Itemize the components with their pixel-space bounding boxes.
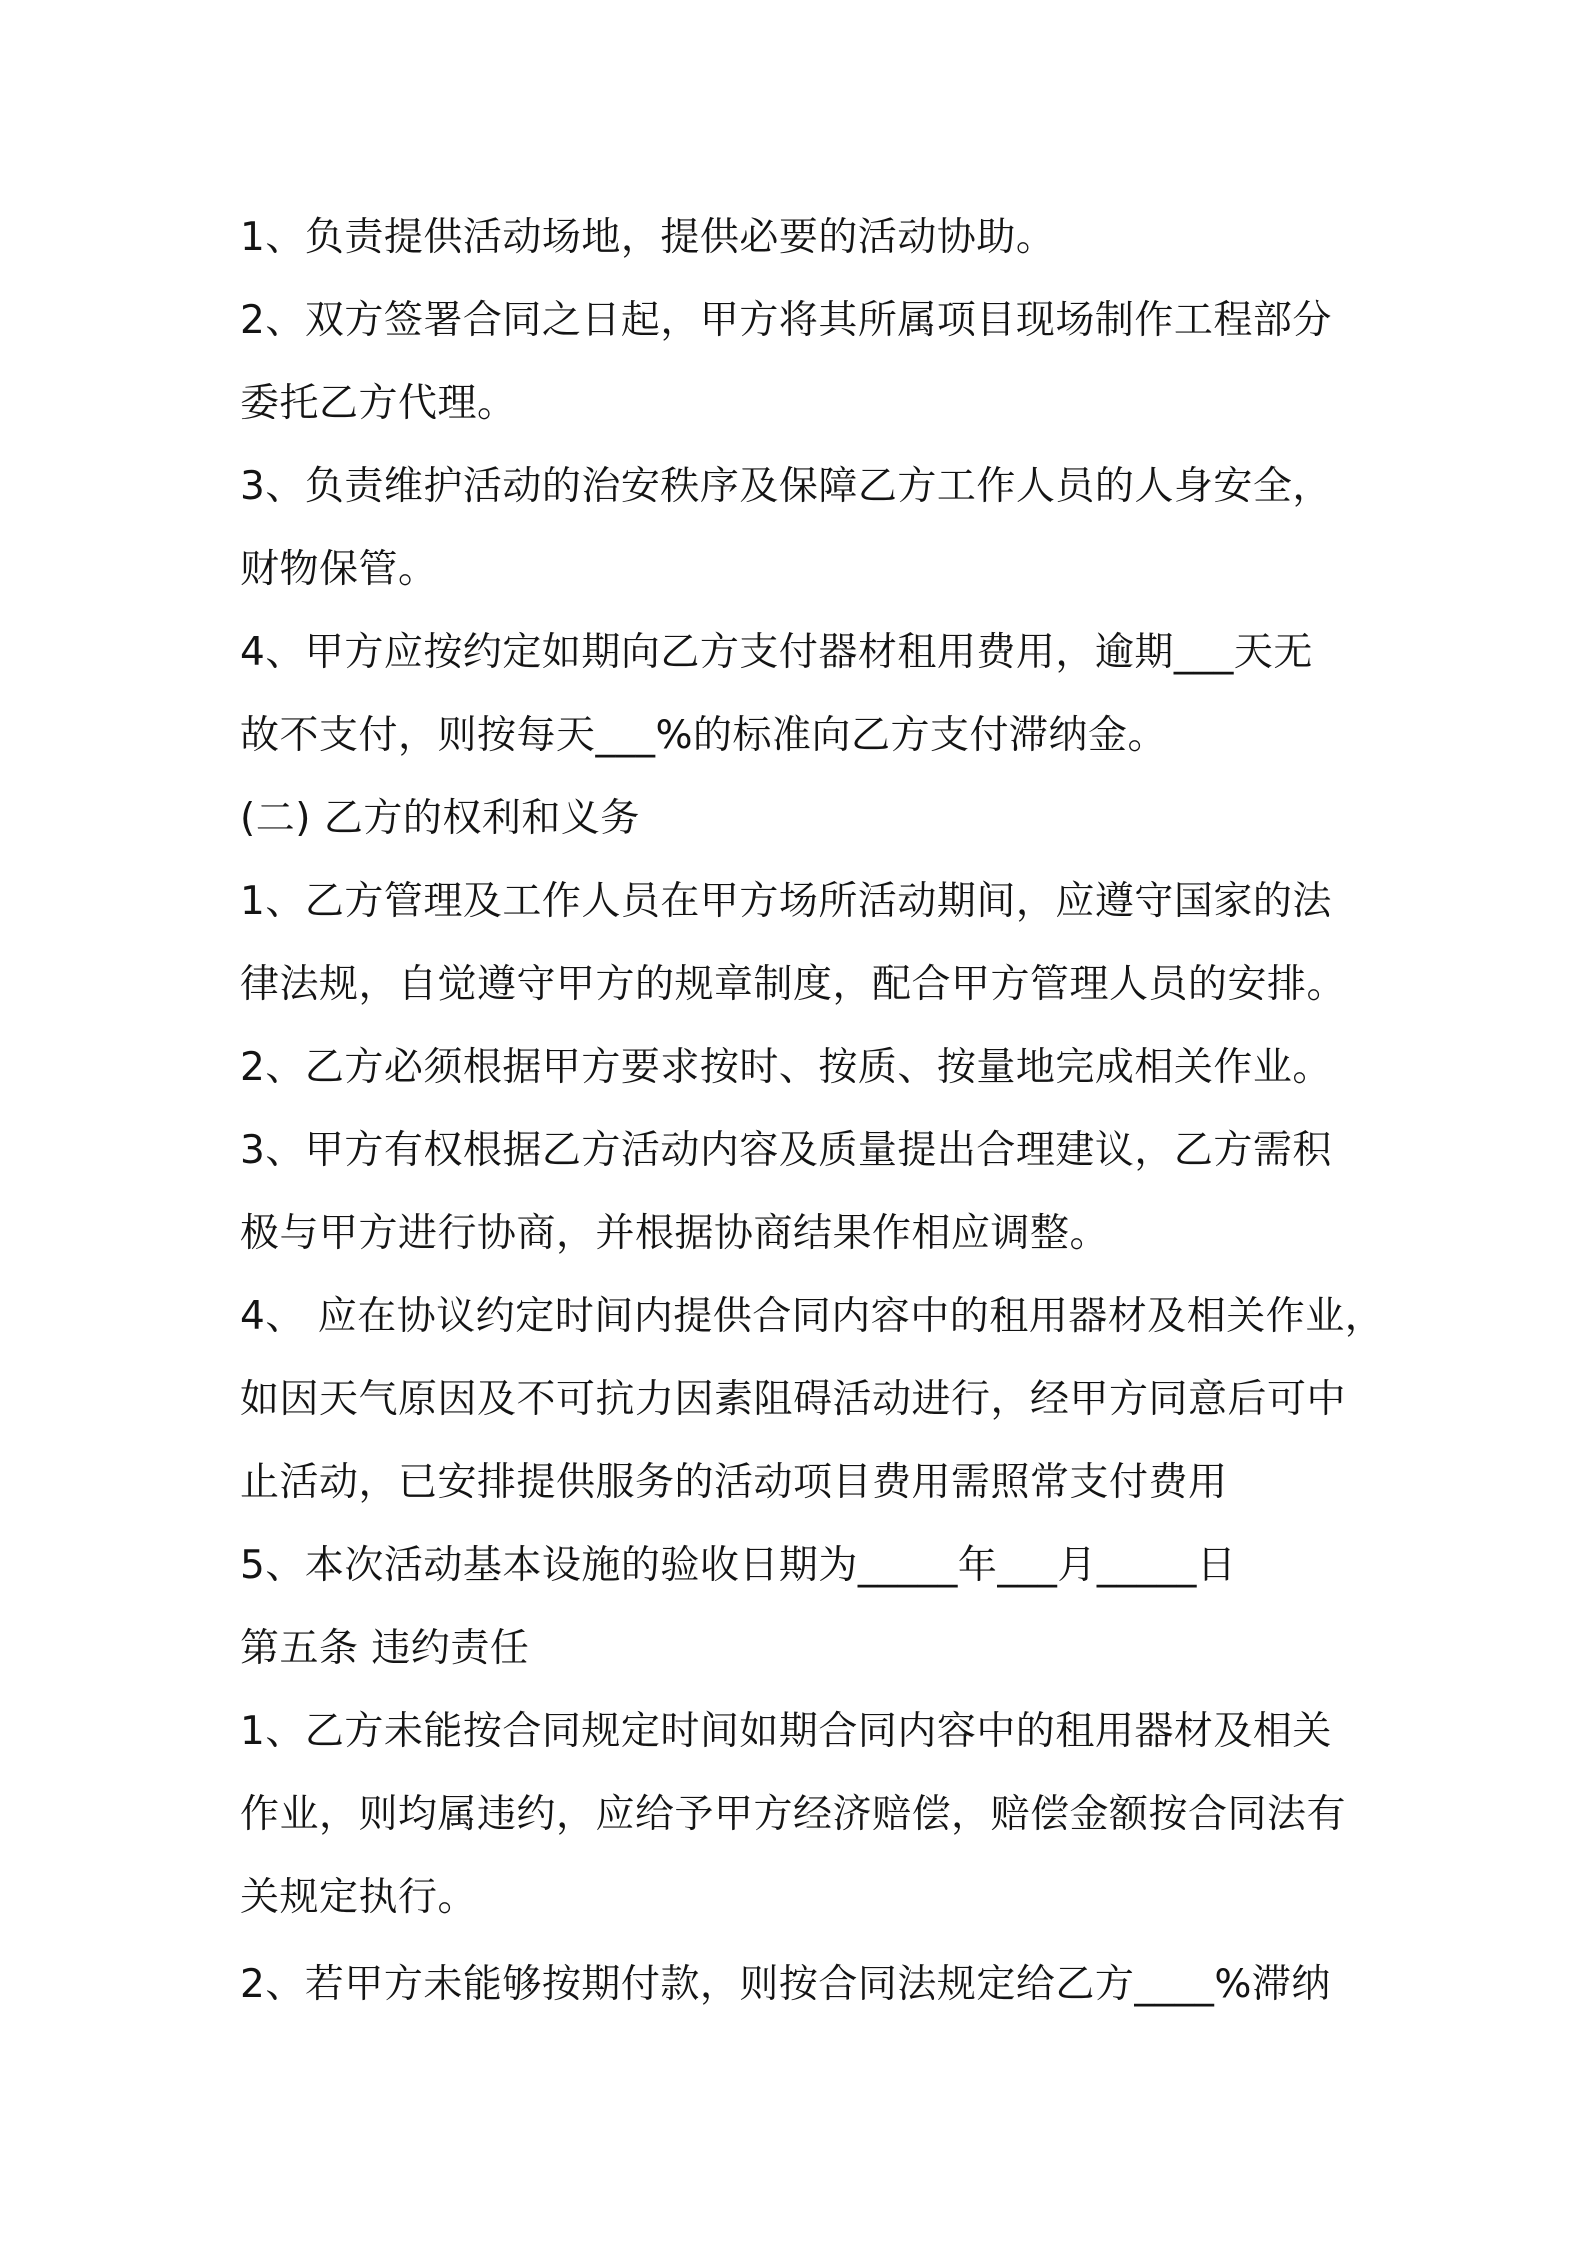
text-line: 故不支付，则按每天___%的标准向乙方支付滞纳金。 (240, 713, 1168, 758)
text-line: 律法规，自觉遵守甲方的规章制度，配合甲方管理人员的安排。 (240, 962, 1347, 1007)
article-heading: 第五条 违约责任 (240, 1626, 530, 1671)
text-line: 4、 应在协议约定时间内提供合同内容中的租用器材及相关作业， (240, 1294, 1385, 1339)
text-line: 2、若甲方未能够按期付款，则按合同法规定给乙方____%滞纳 (240, 1962, 1331, 2007)
text-line: 3、甲方有权根据乙方活动内容及质量提出合理建议，乙方需积 (240, 1128, 1332, 1173)
text-line: 4、甲方应按约定如期向乙方支付器材租用费用，逾期___天无 (240, 630, 1313, 675)
text-line: 关规定执行。 (240, 1875, 478, 1920)
text-line: 止活动，已安排提供服务的活动项目费用需照常支付费用 (240, 1460, 1228, 1505)
text-line: 1、乙方管理及工作人员在甲方场所活动期间，应遵守国家的法 (240, 879, 1332, 924)
section-heading: (二) 乙方的权利和义务 (240, 796, 640, 841)
text-line: 1、负责提供活动场地，提供必要的活动协助。 (240, 215, 1056, 260)
document-body (240, 196, 1385, 2026)
text-line: 委托乙方代理。 (240, 381, 517, 426)
text-line: 1、乙方未能按合同规定时间如期合同内容中的租用器材及相关 (240, 1709, 1332, 1754)
text-line: 极与甲方进行协商，并根据协商结果作相应调整。 (240, 1211, 1110, 1256)
text-line: 财物保管。 (240, 547, 438, 592)
text-line: 3、负责维护活动的治安秩序及保障乙方工作人员的人身安全， (240, 464, 1332, 509)
text-line: 作业，则均属违约，应给予甲方经济赔偿，赔偿金额按合同法有 (240, 1792, 1347, 1837)
text-line: 2、乙方必须根据甲方要求按时、按质、按量地完成相关作业。 (240, 1045, 1332, 1090)
text-line: 5、本次活动基本设施的验收日期为_____年___月_____日 (240, 1543, 1237, 1588)
text-line: 如因天气原因及不可抗力因素阻碍活动进行，经甲方同意后可中 (240, 1377, 1347, 1422)
text-line: 2、双方签署合同之日起，甲方将其所属项目现场制作工程部分 (240, 298, 1332, 343)
